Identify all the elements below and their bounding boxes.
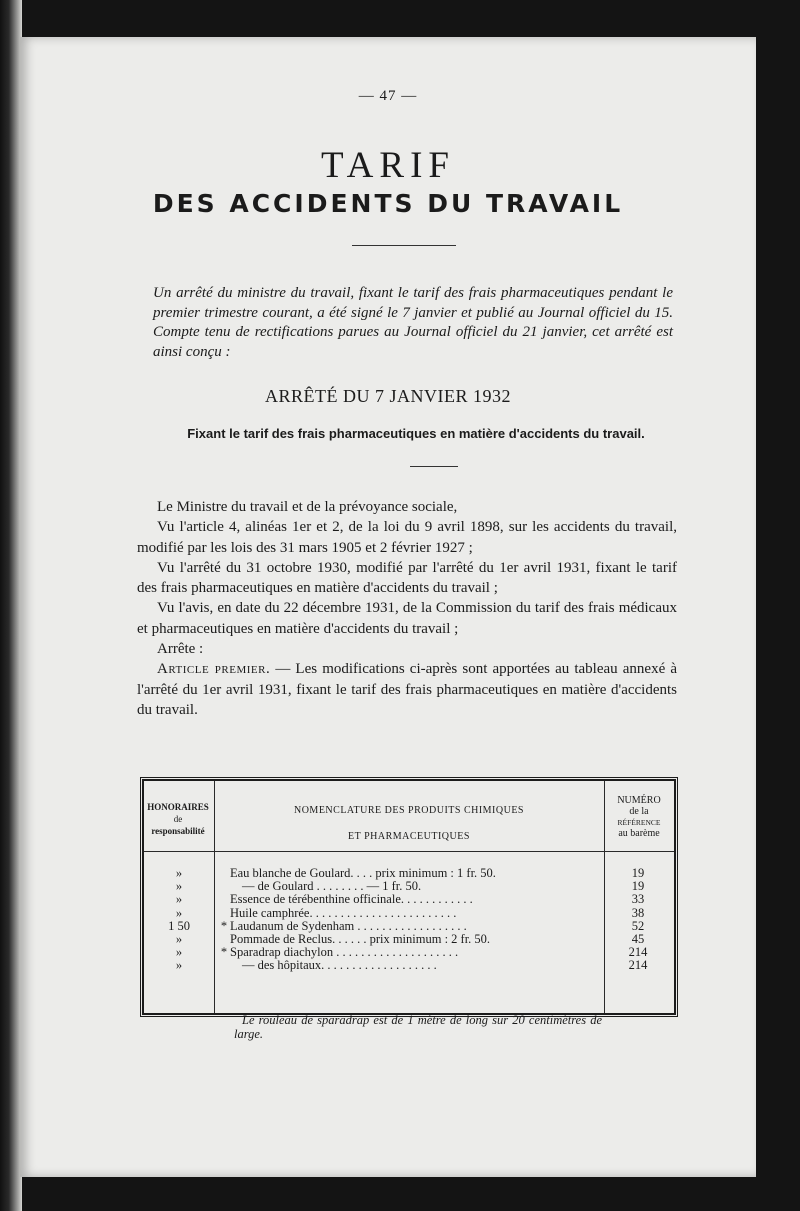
header-rule (144, 851, 674, 852)
reference-cell: 38 (631, 905, 645, 920)
header-reference (608, 795, 670, 839)
table-row (144, 946, 674, 959)
product-cell: Eau blanche de Goulard. . . . prix minimum : 1 fr. 50. (230, 867, 496, 880)
honoraires-cell: » (175, 866, 183, 880)
reference-cell: 19 (631, 866, 645, 880)
article-label: Article premier. (157, 661, 271, 678)
product-cell: — des hôpitaux. . . . . . . . . . . . . . . . . . . (242, 959, 437, 973)
divider (352, 245, 456, 246)
table-row (144, 880, 674, 893)
header-text: ET PHARMACEUTIQUES (348, 831, 470, 842)
article-text: — Les modifications ci-après sont apportées au tableau annexé à l'arrêté du 1er avril 1931, fixant le tarif des frais pharmaceutiques en matière d'accidents du travail. (137, 661, 677, 718)
asterisk-mark: * (220, 918, 228, 933)
table-note: Le rouleau de sparadrap est de 1 mètre de long sur 20 centimètres de large. (234, 1013, 602, 1041)
body-paragraph: Le Ministre du travail et de la prévoyance sociale, (157, 499, 458, 515)
header-text: responsabilité (151, 826, 205, 836)
page-subtitle: DES ACCIDENTS DU TRAVAIL (152, 189, 624, 218)
table-row (144, 907, 674, 920)
product-cell: Huile camphrée. . . . . . . . . . . . . . . . . . . . . . . . (230, 906, 457, 920)
product-cell: Pommade de Reclus. . . . . . prix minimum : 2 fr. 50. (230, 932, 491, 946)
decree-title: ARRÊTÉ DU 7 JANVIER 1932 (265, 386, 511, 406)
reference-cell: 52 (631, 918, 645, 933)
header-honoraires (146, 801, 210, 837)
body-paragraph: Vu l'avis, en date du 22 décembre 1931, de la Commission du tarif des frais médicaux et pharmaceutiques en matière d'accidents du travail ; (137, 600, 677, 637)
header-text: NOMENCLATURE DES PRODUITS CHIMIQUES (293, 805, 524, 816)
divider (410, 466, 458, 467)
table-row (144, 920, 674, 933)
asterisk-mark: * (220, 945, 228, 960)
header-text: de la (629, 806, 649, 817)
reference-cell: 45 (631, 931, 645, 946)
honoraires-cell: » (175, 905, 183, 920)
honoraires-cell: » (175, 879, 183, 894)
decree-body (137, 497, 677, 720)
header-text: au barème (618, 828, 660, 839)
product-cell: Sparadrap diachylon . . . . . . . . . . . . . . . . . . . . (230, 946, 459, 960)
honoraires-cell: » (175, 958, 183, 973)
body-paragraph: Vu l'arrêté du 31 octobre 1930, modifié par l'arrêté du 1er avril 1931, fixant le tarif des frais pharmaceutiques en matière d'accidents du travail ; (137, 559, 677, 597)
honoraires-cell: » (175, 931, 183, 946)
scan-left-edge (0, 0, 22, 1211)
reference-cell: 214 (628, 958, 648, 973)
intro-paragraph: Un arrêté du ministre du travail, fixant le tarif des frais pharmaceutiques pendant le premier trimestre courant, a été signé le 7 janvier et publié au Journal officiel du 15. Compte tenu de rectifications parues au Journal officiel du 21 janvier, cet arrêté est ainsi conçu : (153, 285, 673, 360)
page-title: TARIF (321, 145, 455, 186)
table-row (144, 959, 674, 972)
product-cell: Essence de térébenthine officinale. . . . . . . . . . . . (230, 893, 473, 907)
honoraires-cell: » (175, 945, 183, 960)
header-text: HONORAIRES (147, 802, 209, 812)
page-number: — 47 — (358, 88, 418, 104)
article-paragraph (137, 659, 677, 720)
header-nomenclature (218, 798, 600, 850)
tariff-table (142, 779, 676, 1041)
body-paragraph: Vu l'article 4, alinéas 1er et 2, de la loi du 9 avril 1898, sur les accidents du travail, modifié par les lois des 31 mars 1905 et 2 février 1927 ; (137, 519, 677, 556)
reference-cell: 33 (631, 892, 645, 907)
body-paragraph: Arrête : (157, 641, 204, 658)
reference-cell: 214 (628, 945, 648, 960)
product-cell: — de Goulard . . . . . . . . — 1 fr. 50. (242, 880, 422, 894)
header-text: RÉFÉRENCE (617, 818, 661, 827)
honoraires-cell: 1 50 (168, 918, 190, 933)
product-cell: Laudanum de Sydenham . . . . . . . . . . . . . . . . . . (230, 919, 467, 933)
table-row (144, 893, 674, 906)
header-text: NUMÉRO (617, 795, 661, 806)
decree-subtitle: Fixant le tarif des frais pharmaceutiques en matière d'accidents du travail. (187, 426, 645, 441)
table-body (144, 867, 674, 973)
reference-cell: 19 (631, 879, 645, 894)
header-text: de (173, 814, 183, 824)
table-row (144, 867, 674, 880)
document-page (20, 37, 756, 1177)
honoraires-cell: » (175, 892, 183, 907)
